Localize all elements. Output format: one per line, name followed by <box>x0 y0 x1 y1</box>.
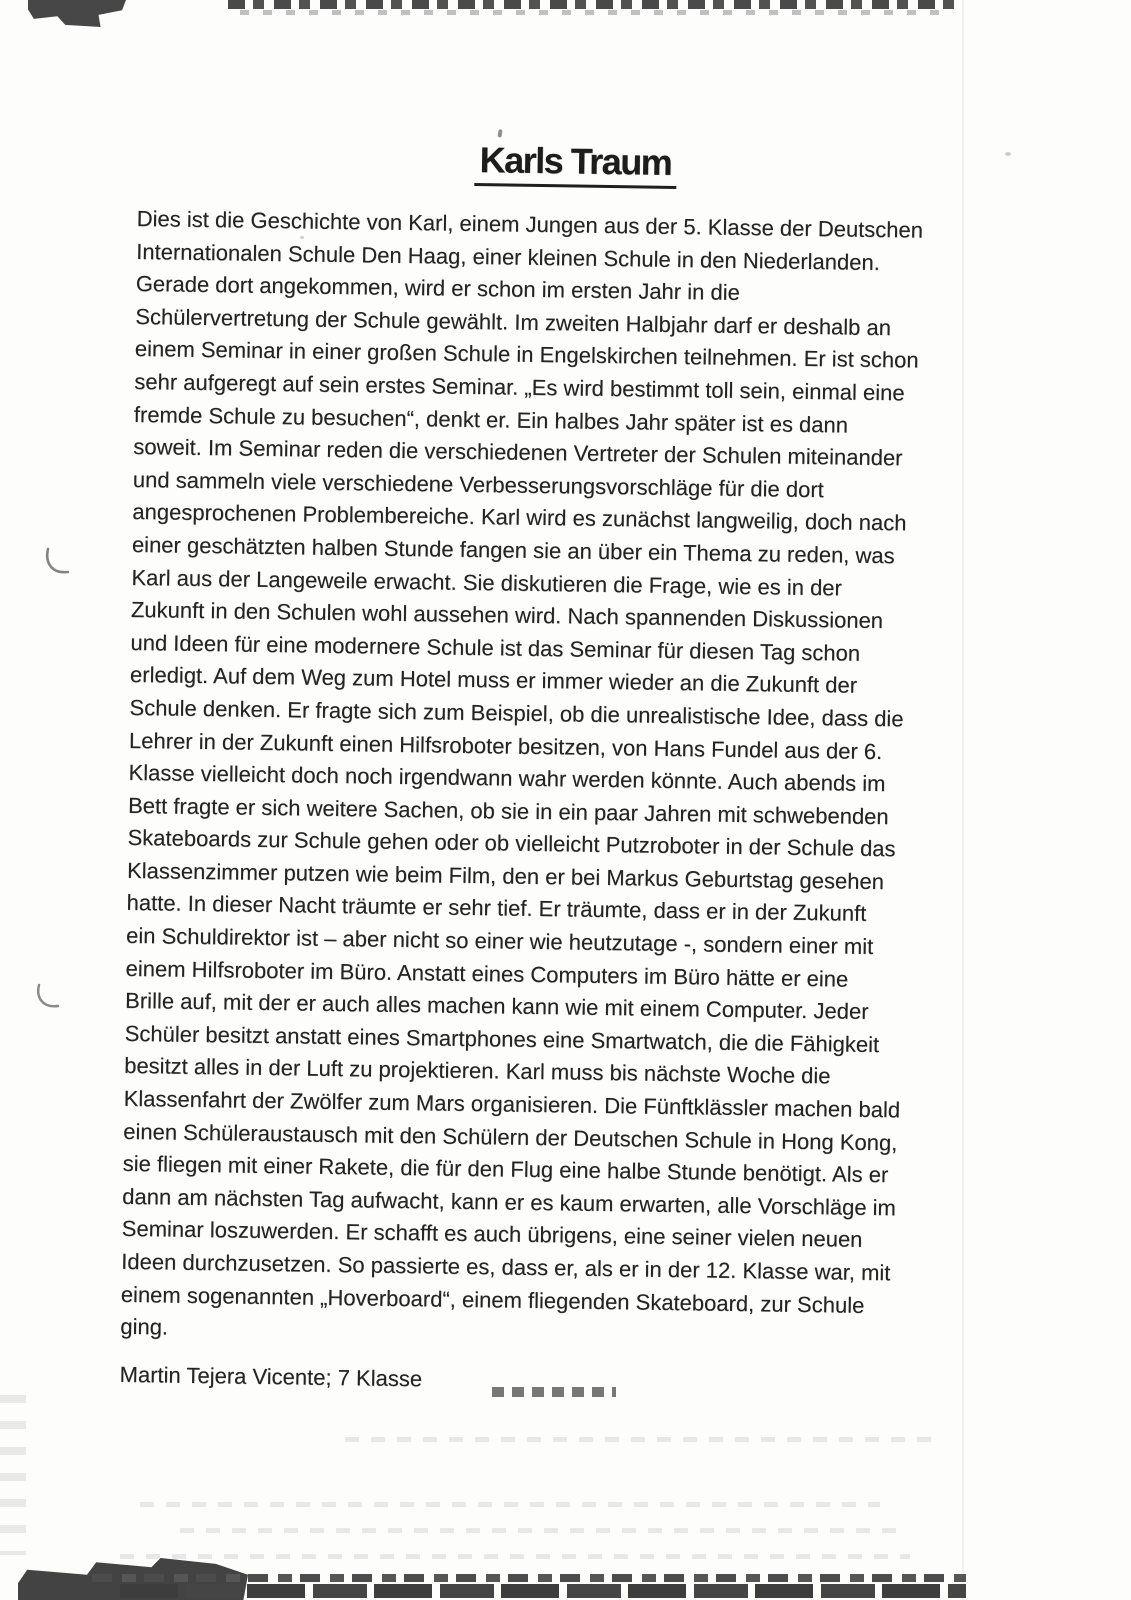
story-body-text <box>120 203 1017 1357</box>
text-line: einem Hilfsroboter im Büro. Anstatt eines Computers im Büro hätte er eine <box>125 955 849 992</box>
text-line: und Ideen für eine modernere Schule ist das Seminar für diesen Tag schon <box>130 629 861 666</box>
document-title: Karls Traum <box>474 139 676 189</box>
stray-pen-tick <box>497 129 502 138</box>
text-line: Karl aus der Langeweile erwacht. Sie diskutieren die Frage, wie es in der <box>131 564 843 601</box>
text-line: und sammeln viele verschiedene Verbesserungsvorschläge für die dort <box>132 466 824 502</box>
text-line: Brille auf, mit der er auch alles machen kann wie mit einem Computer. Jeder <box>124 988 869 1025</box>
text-line: Klasse vielleicht doch noch irgendwann wahr werden könnte. Auch abends im <box>128 760 886 797</box>
text-line: ging. <box>120 1314 169 1340</box>
text-line: sehr aufgeregt auf sein erstes Seminar. „Es wird bestimmt toll sein, einmal eine <box>134 368 905 406</box>
author-signature-line: Martin Tejera Vicente; 7 Klasse <box>119 1361 423 1392</box>
text-line: Schüler besitzt anstatt eines Smartphones eine Smartwatch, die die Fähigkeit <box>124 1020 880 1057</box>
text-line: ein Schuldirektor ist – aber nicht so einer wie heutzutage -, sondern einer mit <box>125 922 874 960</box>
text-line: dann am nächsten Tag aufwacht, kann er es kaum erwarten, alle Vorschläge im <box>122 1183 897 1221</box>
text-line: Gerade dort angekommen, wird er schon im ersten Jahr in die <box>135 271 741 306</box>
text-line: soweit. Im Seminar reden die verschiedenen Vertreter der Schulen miteinander <box>133 434 903 471</box>
text-line: Seminar loszuwerden. Er schafft es auch übrigens, eine seiner vielen neuen <box>121 1216 863 1253</box>
text-line: hatte. In dieser Nacht träumte er sehr tief. Er träumte, dass er in der Zukunft <box>126 890 867 927</box>
text-line: Schülervertretung der Schule gewählt. Im zweiten Halbjahr darf er deshalb an <box>135 303 892 340</box>
text-line: angesprochenen Problembereiche. Karl wird es zunächst langweilig, doch nach <box>132 499 907 536</box>
text-line: Dies ist die Geschichte von Karl, einem Jungen aus der 5. Klasse der Deutschen <box>136 205 924 243</box>
text-line: einen Schüleraustausch mit den Schülern der Deutschen Schule in Hong Kong, <box>123 1118 898 1156</box>
text-line: Internationalen Schule Den Haag, einer kleinen Schule in den Niederlanden. <box>136 238 881 275</box>
text-line: Skateboards zur Schule gehen oder ob vielleicht Putzroboter in der Schule das <box>127 825 896 862</box>
text-line: Zukunft in den Schulen wohl aussehen wird. Nach spannenden Diskussionen <box>130 597 884 634</box>
text-line: besitzt alles in der Luft zu projektieren. Karl muss bis nächste Woche die <box>124 1053 831 1089</box>
text-line: Bett fragte er sich weitere Sachen, ob sie in ein paar Jahren mit schwebenden <box>127 792 889 829</box>
text-line: Klassenzimmer putzen wie beim Film, den er bei Markus Geburtstag gesehen <box>126 857 885 895</box>
text-line: Schule denken. Er fragte sich zum Beispiel, ob die unrealistische Idee, dass die <box>129 694 904 732</box>
text-line: sie fliegen mit einer Rakete, die für den Flug eine halbe Stunde benötigt. Als er <box>122 1151 889 1188</box>
text-line: einem Seminar in einer großen Schule in Engelskirchen teilnehmen. Er ist schon <box>134 336 919 373</box>
text-line: einer geschätzten halben Stunde fangen sie an über ein Thema zu reden, was <box>131 531 895 569</box>
text-line: Lehrer in der Zukunft einen Hilfsroboter besitzen, von Hans Fundel aus der 6. <box>128 727 883 764</box>
text-line: einem sogenannten „Hoverboard“, einem fliegenden Skateboard, zur Schule <box>120 1281 865 1318</box>
text-line: fremde Schule zu besuchen“, denkt er. Ein halbes Jahr später ist es dann <box>133 401 849 438</box>
text-line: Klassenfahrt der Zwölfer zum Mars organisieren. Die Fünftklässler machen bald <box>123 1085 901 1123</box>
text-line: Ideen durchzusetzen. So passierte es, dass er, als er in der 12. Klasse war, mit <box>121 1248 891 1286</box>
text-line: erledigt. Auf dem Weg zum Hotel muss er immer wieder an die Zukunft der <box>129 662 858 699</box>
